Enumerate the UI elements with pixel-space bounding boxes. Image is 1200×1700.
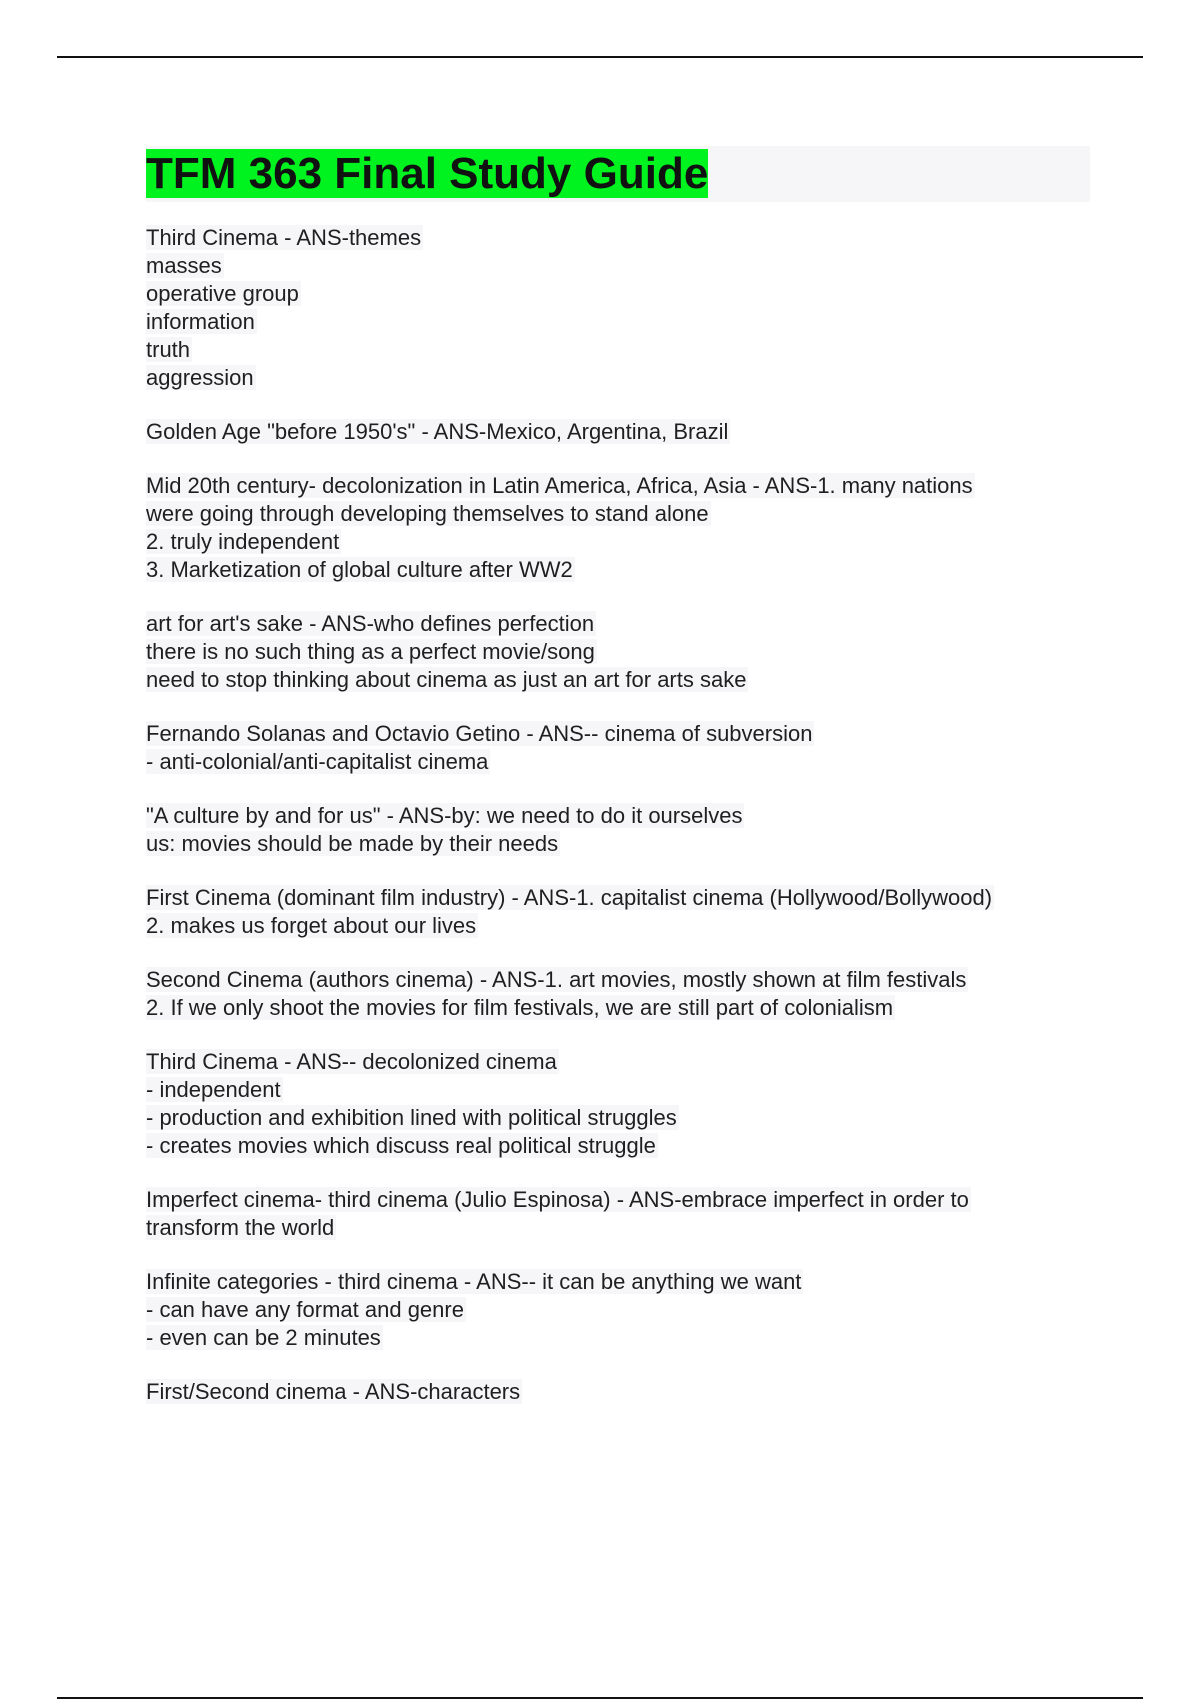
study-entry [146, 1268, 1090, 1352]
entry-line [146, 1378, 1090, 1406]
entry-line [146, 666, 1090, 694]
entry-line-text: aggression [146, 365, 254, 390]
entry-line [146, 418, 1090, 446]
study-entry [146, 610, 1090, 694]
entry-line-text: 2. truly independent [146, 529, 340, 554]
entry-line [146, 500, 1090, 528]
entry-line-text: - anti-colonial/anti-capitalist cinema [146, 749, 489, 774]
entry-line-text: 2. makes us forget about our lives [146, 913, 477, 938]
document-body [146, 146, 1090, 1432]
entry-line [146, 224, 1090, 252]
entry-line-text: us: movies should be made by their needs [146, 831, 559, 856]
entry-line [146, 528, 1090, 556]
entry-line-text: First/Second cinema - ANS-characters [146, 1379, 521, 1404]
entry-line-text: Third Cinema - ANS-- decolonized cinema [146, 1049, 557, 1074]
entry-line-text: truth [146, 337, 191, 362]
entry-line [146, 252, 1090, 280]
entry-line-text: Imperfect cinema- third cinema (Julio Espinosa) - ANS-embrace imperfect in order to [146, 1187, 969, 1212]
study-entry [146, 418, 1090, 446]
entry-line [146, 994, 1090, 1022]
document-title [146, 146, 710, 202]
entry-line-text: - creates movies which discuss real political struggle [146, 1133, 656, 1158]
study-entry [146, 472, 1090, 584]
study-entry [146, 966, 1090, 1022]
entry-line [146, 884, 1090, 912]
entry-line [146, 280, 1090, 308]
entry-line-text: "A culture by and for us" - ANS-by: we need to do it ourselves [146, 803, 743, 828]
entry-line [146, 610, 1090, 638]
entry-line [146, 1186, 1090, 1214]
entry-line-text: Third Cinema - ANS-themes [146, 225, 422, 250]
entry-line [146, 912, 1090, 940]
study-entry [146, 1378, 1090, 1406]
entry-line-text: - independent [146, 1077, 281, 1102]
entry-line [146, 1296, 1090, 1324]
entry-line [146, 802, 1090, 830]
entry-line [146, 748, 1090, 776]
entry-line-text: there is no such thing as a perfect movie/song [146, 639, 595, 664]
entry-line [146, 966, 1090, 994]
entry-line [146, 1268, 1090, 1296]
entry-line-text: art for art's sake - ANS-who defines perfection [146, 611, 595, 636]
entry-line [146, 720, 1090, 748]
title-highlight: TFM 363 Final Study Guide [146, 149, 709, 198]
entry-line [146, 1214, 1090, 1242]
entry-line-text: Mid 20th century- decolonization in Latin America, Africa, Asia - ANS-1. many nations [146, 473, 973, 498]
study-entry [146, 802, 1090, 858]
entry-line [146, 556, 1090, 584]
entry-line [146, 1076, 1090, 1104]
study-entry [146, 1048, 1090, 1160]
entry-line-text: operative group [146, 281, 299, 306]
entry-line-text: information [146, 309, 255, 334]
entry-line-text: 2. If we only shoot the movies for film festivals, we are still part of colonialism [146, 995, 894, 1020]
study-entry [146, 884, 1090, 940]
top-rule [57, 56, 1143, 58]
study-entry [146, 1186, 1090, 1242]
entry-line-text: were going through developing themselves to stand alone [146, 501, 709, 526]
study-entry [146, 224, 1090, 392]
entry-line-text: masses [146, 253, 222, 278]
entry-line [146, 364, 1090, 392]
bottom-rule [57, 1697, 1143, 1699]
entry-line [146, 472, 1090, 500]
entry-line-text: transform the world [146, 1215, 335, 1240]
entry-line-text: Fernando Solanas and Octavio Getino - ANS-- cinema of subversion [146, 721, 813, 746]
entry-line [146, 308, 1090, 336]
entry-line [146, 638, 1090, 666]
entry-line [146, 1324, 1090, 1352]
entry-line-text: 3. Marketization of global culture after WW2 [146, 557, 573, 582]
entry-line-text: need to stop thinking about cinema as just an art for arts sake [146, 667, 747, 692]
study-entry [146, 720, 1090, 776]
title-band [146, 146, 1090, 202]
study-entries [146, 224, 1090, 1406]
entry-line-text: - can have any format and genre [146, 1297, 464, 1322]
entry-line-text: Infinite categories - third cinema - ANS-- it can be anything we want [146, 1269, 802, 1294]
entry-line [146, 1132, 1090, 1160]
entry-line-text: Golden Age "before 1950's" - ANS-Mexico, Argentina, Brazil [146, 419, 729, 444]
entry-line [146, 336, 1090, 364]
entry-line-text: - production and exhibition lined with political struggles [146, 1105, 677, 1130]
entry-line [146, 1104, 1090, 1132]
entry-line-text: First Cinema (dominant film industry) - ANS-1. capitalist cinema (Hollywood/Bollywood) [146, 885, 993, 910]
entry-line [146, 1048, 1090, 1076]
entry-line-text: Second Cinema (authors cinema) - ANS-1. art movies, mostly shown at film festivals [146, 967, 967, 992]
entry-line-text: - even can be 2 minutes [146, 1325, 381, 1350]
entry-line [146, 830, 1090, 858]
